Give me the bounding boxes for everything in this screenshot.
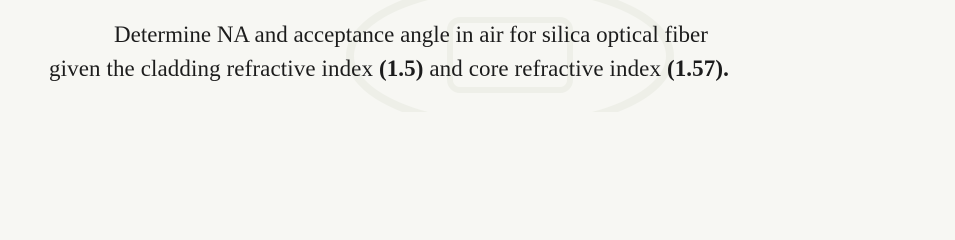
cladding-index-value: (1.5) <box>378 56 424 81</box>
problem-text: given the cladding refractive index <box>49 56 379 81</box>
problem-text: and core refractive index <box>423 56 667 81</box>
problem-line-2 <box>49 52 929 86</box>
problem-statement <box>49 18 929 86</box>
problem-line-1: Determine NA and acceptance angle in air for silica optical fiber <box>114 22 708 47</box>
core-index-value: (1.57). <box>666 56 729 81</box>
